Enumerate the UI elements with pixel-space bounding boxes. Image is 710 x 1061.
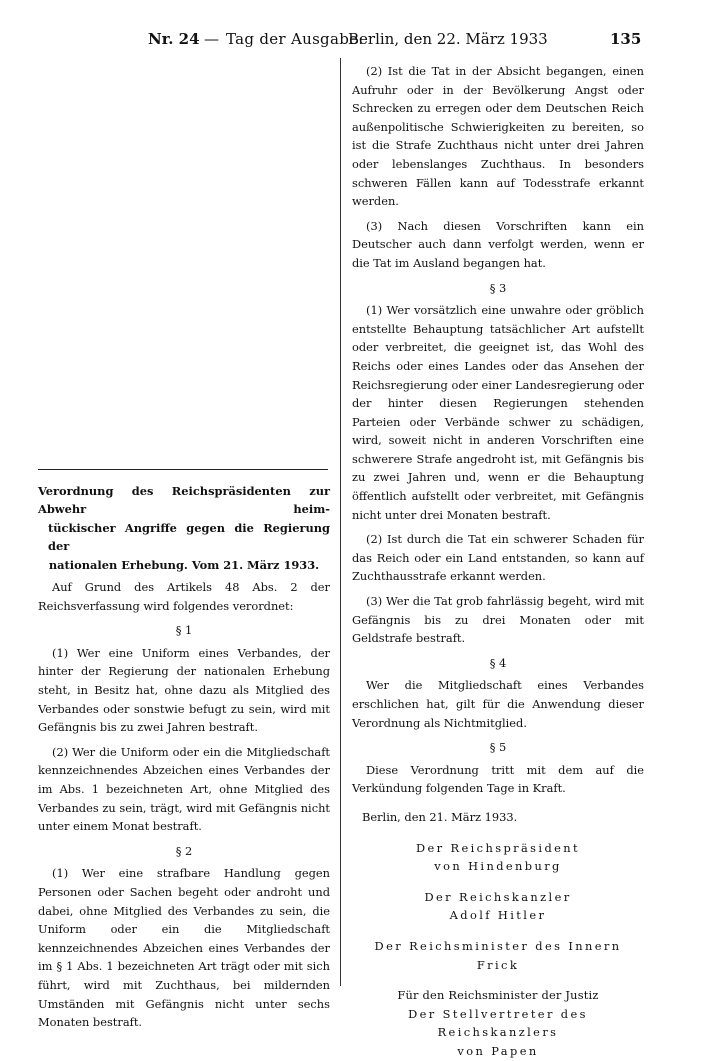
section-1-paragraph-2: (2) Wer die Uniform oder ein die Mitgliedschaft kennzeichnendes Abzeichen eines Verbandes der im Abs. 1 bezeichneten Art, ohne Mitglied des Verbandes zu sein, trägt, wird mit Gefängnis nicht unter einem Monat bestraft. [38, 744, 330, 834]
right-column [352, 62, 644, 1061]
signing-place-date: Berlin, den 21. März 1933. [362, 809, 518, 824]
section-3-paragraph-3: (3) Wer die Tat grob fahrlässig begeht, wird mit Gefängnis bis zu drei Monaten oder mit Geldstrafe bestraft. [352, 594, 644, 646]
section-rule [38, 469, 328, 470]
section-2-paragraph-1: (1) Wer eine strafbare Handlung gegen Personen oder Sachen begeht oder androht und dabei, ohne Mitglied des Verbandes zu sein, die Uniform oder ein die Mitgliedschaft kennzeichnendes Abzeichen eines Verbandes der im § 1 Abs. 1 bezeichneten Art trägt oder mit sich führt, wird mit Zuchthaus, bei mildernden Umständen mit Gefängnis nicht unter sechs Monaten bestraft. [38, 866, 330, 1030]
column-divider [340, 58, 341, 986]
signatory-office: Der Reichskanzler [424, 889, 572, 904]
section-heading-5: § 5 [489, 740, 507, 755]
signatory-name: Frick [476, 957, 520, 972]
section-4-paragraph: Wer die Mitgliedschaft eines Verbandes erschlichen hat, gilt für die Anwendung dieser Verordnung als Nichtmitglied. [352, 678, 644, 730]
header-dash: — [204, 30, 219, 48]
signatory-office: Der Reichsminister des Innern [374, 938, 622, 953]
issue-date-label: Tag der Ausgabe: [226, 30, 364, 48]
ordinance-title-line: tückischer Angriffe gegen die Regierung der [48, 520, 330, 554]
ordinance-title-line: Verordnung des Reichspräsidenten zur Abwehr heim- [38, 484, 330, 517]
section-5-paragraph: Diese Verordnung tritt mit dem auf die Verkündung folgenden Tage in Kraft. [352, 762, 644, 796]
section-2-paragraph-3: (3) Nach diesen Vorschriften kann ein Deutscher auch dann verfolgt werden, wenn er die Tat im Ausland begangen hat. [352, 218, 644, 270]
section-heading-4: § 4 [489, 655, 507, 670]
issue-number: Nr. 24 [148, 30, 200, 48]
issue-place-date: Berlin, den 22. März 1933 [348, 30, 548, 48]
section-heading-2: § 2 [175, 843, 193, 858]
signatory-office: Der Stellvertreter des Reichskanzlers [408, 1006, 588, 1040]
signatory-office: Der Reichspräsident [415, 840, 581, 855]
signatory-office-prefix: Für den Reichsminister der Justiz [397, 988, 599, 1003]
ordinance-title-line: nationalen Erhebung. Vom 21. März 1933. [48, 557, 320, 572]
preamble: Auf Grund des Artikels 48 Abs. 2 der Reichsverfassung wird folgendes verordnet: [38, 580, 330, 613]
page-number: 135 [610, 30, 642, 48]
section-3-paragraph-2: (2) Ist durch die Tat ein schwerer Schaden für das Reich oder ein Land entstanden, so kann auf Zuchthausstrafe erkannt werden. [352, 532, 644, 584]
signatory-name: von Papen [457, 1043, 539, 1058]
section-2-paragraph-2: (2) Ist die Tat in der Absicht begangen, einen Aufruhr oder in der Bevölkerung Angst oder Schrecken zu erregen oder dem Deutschen Reich außenpolitische Schwierigkeiten zu bereiten, so ist die Strafe Zuchthaus nicht unter drei Jahren oder lebenslanges Zuchthaus. In besonders schweren Fällen kann auf Todesstrafe erkannt werden. [352, 64, 644, 209]
signatory-name: von Hindenburg [434, 859, 562, 874]
section-1-paragraph-1: (1) Wer eine Uniform eines Verbandes, der hinter der Regierung der nationalen Erhebung steht, in Besitz hat, ohne dazu als Mitglied des Verbandes oder sonstwie befugt zu sein, wird mit Gefängnis bis zu zwei Jahren bestraft. [38, 645, 330, 735]
section-heading-3: § 3 [489, 280, 507, 295]
page-header [148, 30, 648, 52]
ordinance-title [38, 482, 330, 574]
section-heading-1: § 1 [175, 623, 193, 638]
left-column [38, 482, 330, 1032]
section-3-paragraph-1: (1) Wer vorsätzlich eine unwahre oder gröblich entstellte Behauptung tatsächlicher Art aufstellt oder verbreitet, die geeignet ist, das Wohl des Reichs oder eines Landes oder das Ansehen der Reichsregierung oder einer Landesregierung oder der hinter diesen Regierungen stehenden Parteien oder Verbände schwer zu schädigen, wird, soweit nicht in anderen Vorschriften eine schwerere Strafe angedroht ist, mit Gefängnis bis zu zwei Jahren und, wenn er die Behauptung öffentlich aufstellt oder verbreitet, mit Gefängnis nicht unter drei Monaten bestraft. [352, 303, 644, 522]
signatory-name: Adolf Hitler [449, 908, 547, 923]
